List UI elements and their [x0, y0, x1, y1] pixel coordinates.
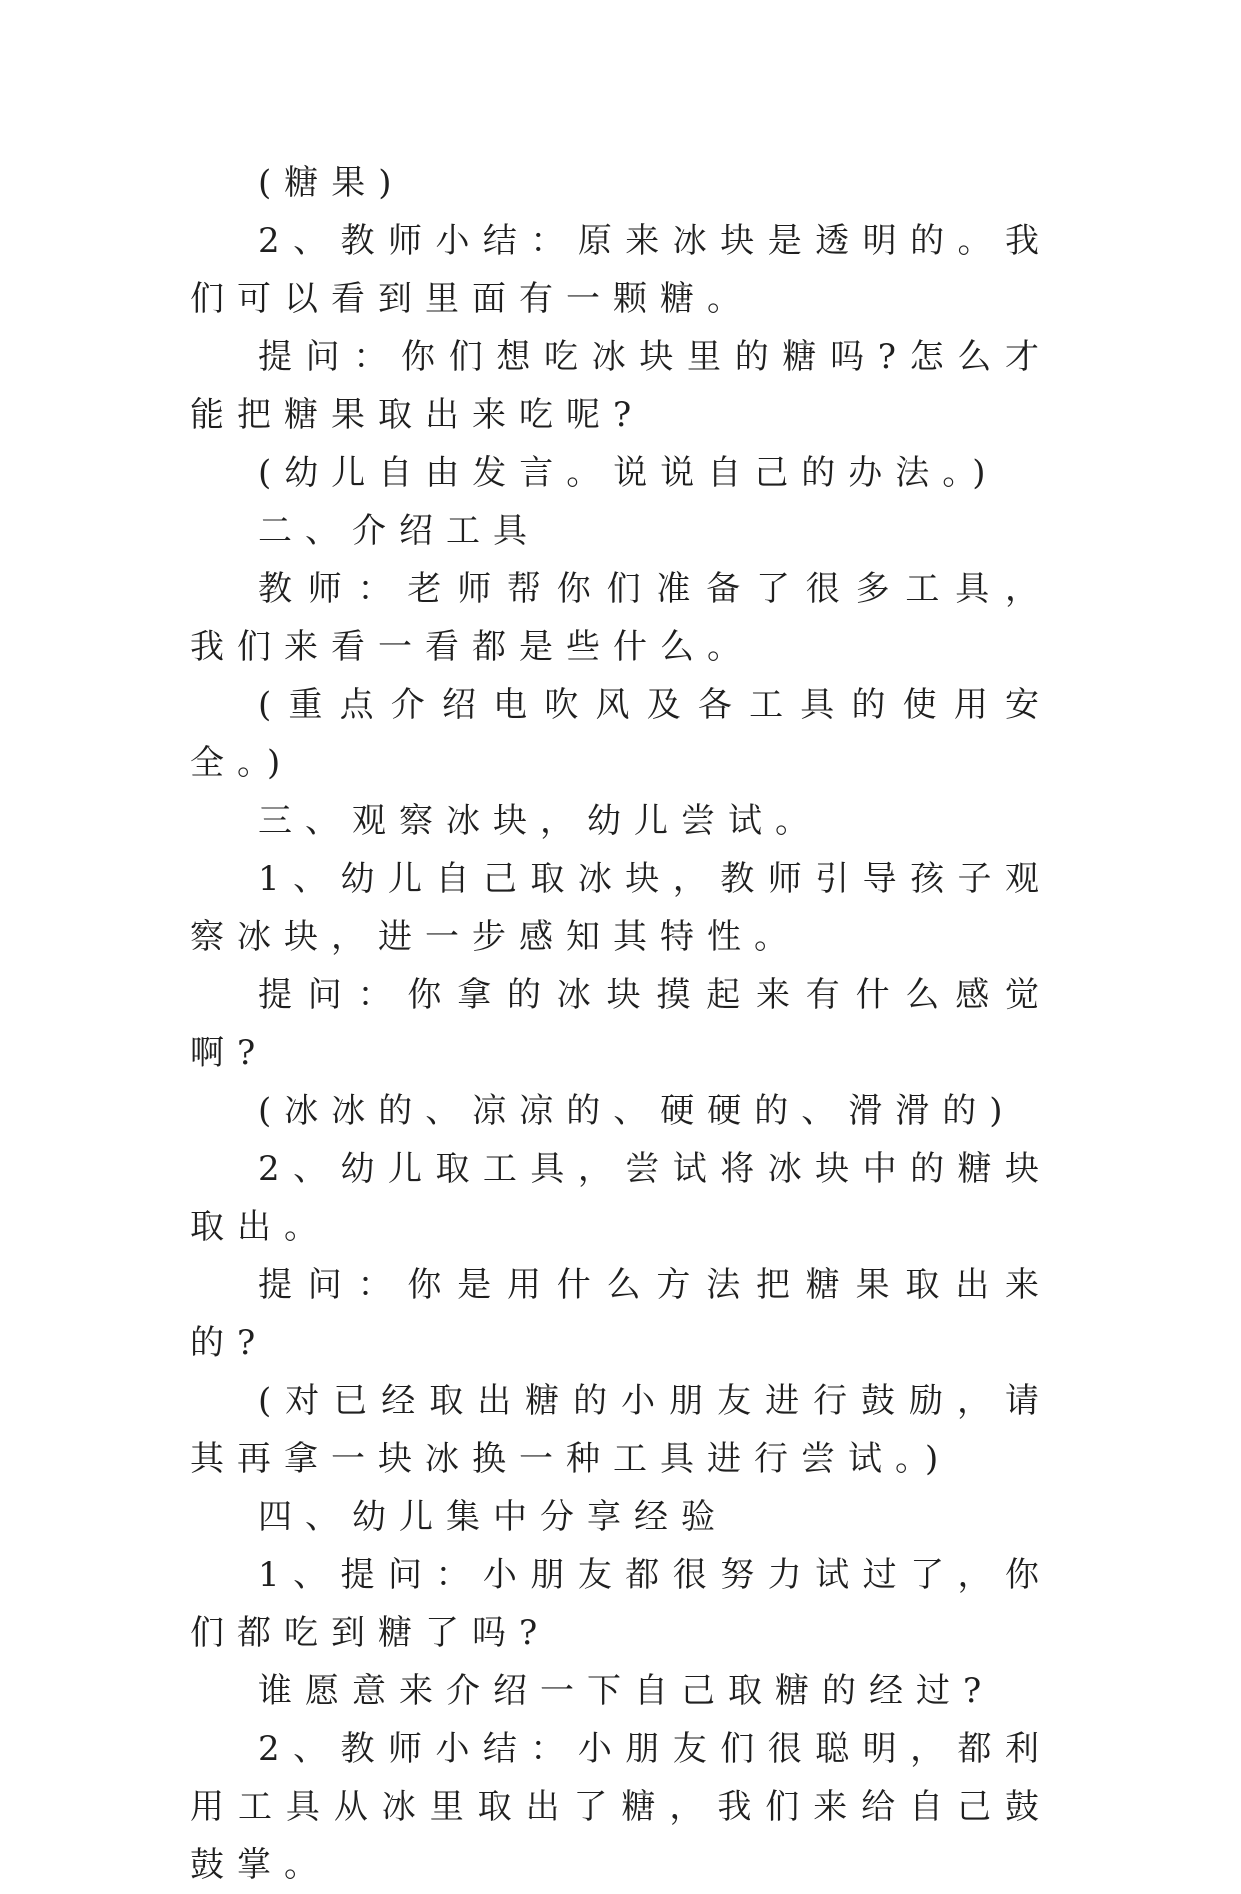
- paragraph: 1、幼儿自己取冰块，教师引导孩子观察冰块，进一步感知其特性。: [190, 859, 1052, 957]
- document-body: [190, 154, 1052, 1894]
- paragraph: 教师：老师帮你们准备了很多工具，我们来看一看都是些什么。: [190, 569, 1052, 667]
- section-heading: 四、幼儿集中分享经验: [258, 1497, 728, 1537]
- paragraph: (冰冰的、凉凉的、硬硬的、滑滑的): [258, 1091, 1016, 1131]
- paragraph: 1、提问：小朋友都很努力试过了，你们都吃到糖了吗?: [190, 1555, 1052, 1653]
- paragraph: 提问：你是用什么方法把糖果取出来的?: [190, 1265, 1052, 1363]
- paragraph: 谁愿意来介绍一下自己取糖的经过?: [258, 1671, 995, 1711]
- paragraph: 提问：你拿的冰块摸起来有什么感觉啊?: [190, 975, 1052, 1073]
- paragraph: (幼儿自由发言。说说自己的办法。): [258, 453, 999, 493]
- paragraph: 2、教师小结：原来冰块是透明的。我们可以看到里面有一颗糖。: [190, 221, 1052, 319]
- paragraph: (糖果): [258, 163, 405, 203]
- paragraph: 提问：你们想吃冰块里的糖吗?怎么才能把糖果取出来吃呢?: [190, 337, 1052, 435]
- paragraph: 2、教师小结：小朋友们很聪明，都利用工具从冰里取出了糖，我们来给自己鼓鼓掌。: [190, 1729, 1052, 1885]
- paragraph: 2、幼儿取工具，尝试将冰块中的糖块取出。: [190, 1149, 1052, 1247]
- paragraph: (对已经取出糖的小朋友进行鼓励，请其再拿一块冰换一种工具进行尝试。): [190, 1381, 1052, 1479]
- section-heading: 二、介绍工具: [258, 511, 540, 551]
- paragraph: (重点介绍电吹风及各工具的使用安全。): [190, 685, 1052, 783]
- section-heading: 三、观察冰块，幼儿尝试。: [258, 801, 822, 841]
